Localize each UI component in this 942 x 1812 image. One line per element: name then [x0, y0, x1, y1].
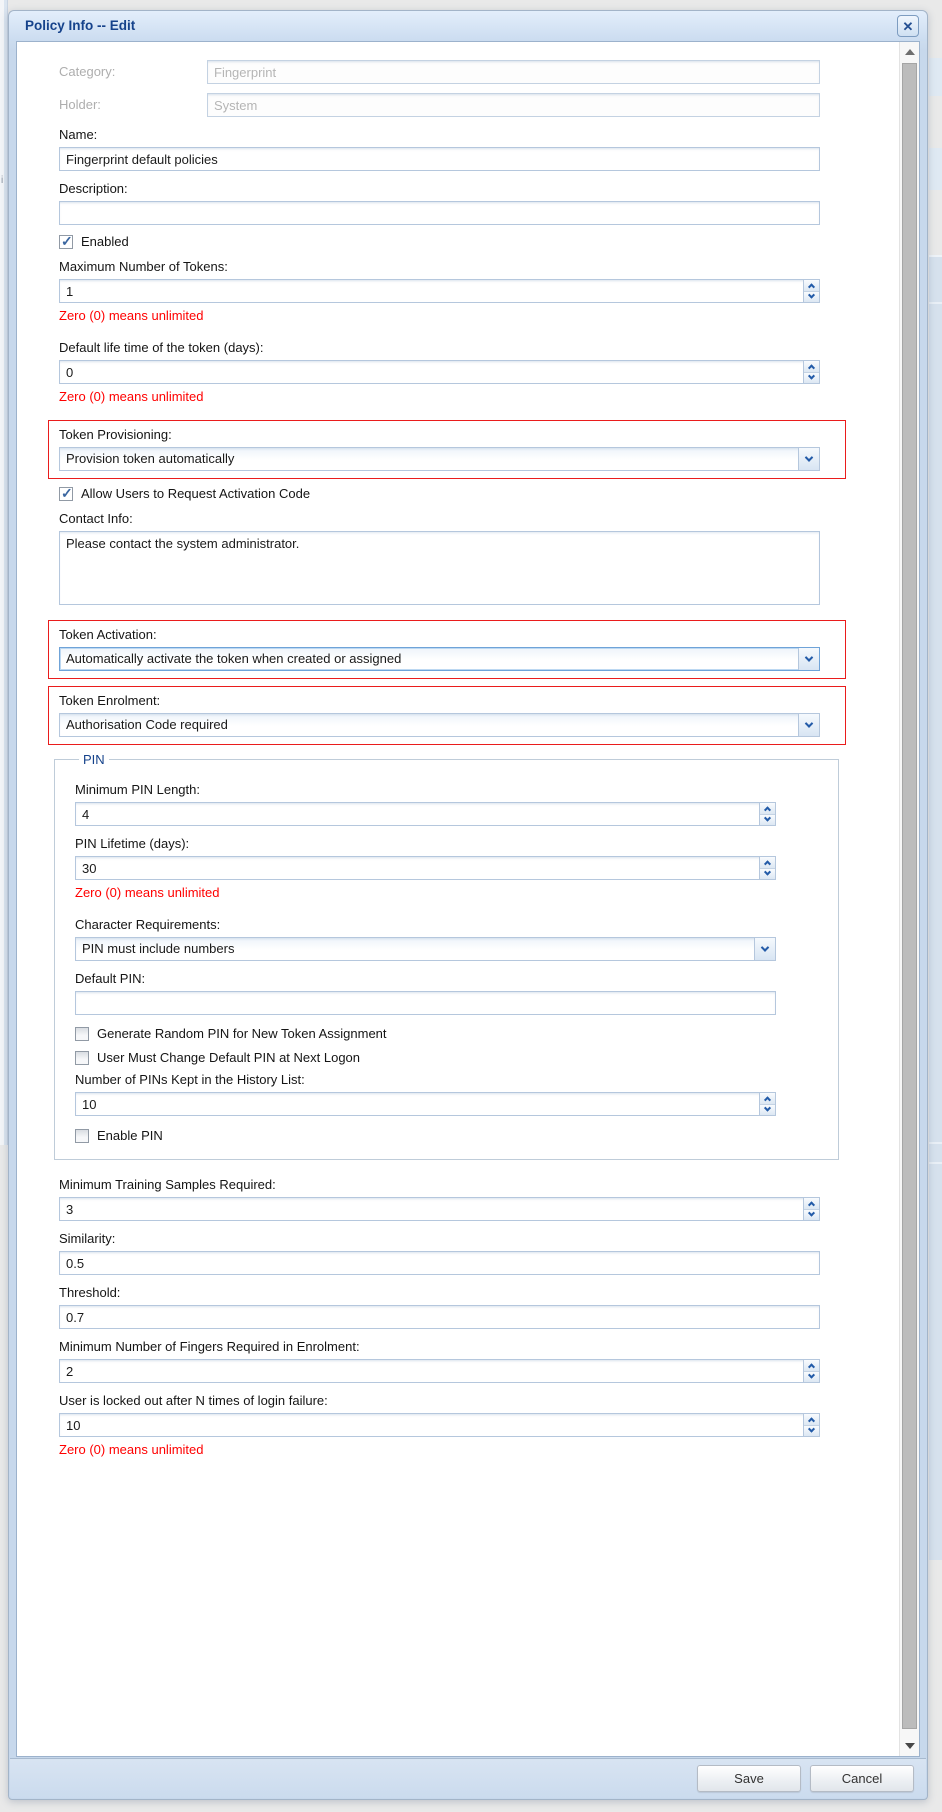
- checkmark-icon: ✓: [61, 232, 73, 249]
- default-pin-label: Default PIN:: [75, 971, 146, 986]
- spin-down-button[interactable]: [804, 1210, 819, 1221]
- cancel-button[interactable]: Cancel: [810, 1765, 914, 1792]
- field-holder: [59, 93, 820, 117]
- field-name: [59, 126, 820, 171]
- dialog-footer: [10, 1758, 926, 1798]
- dialog-body: [16, 41, 920, 1757]
- holder-input: [207, 93, 820, 117]
- must-change-pin-checkbox[interactable]: [75, 1051, 89, 1065]
- token-enrolment-value: Authorisation Code required: [66, 717, 228, 732]
- similarity-input[interactable]: [59, 1251, 820, 1275]
- form-content: [17, 42, 899, 1756]
- field-token-lifetime: [59, 339, 820, 404]
- spin-down-button[interactable]: [760, 1105, 775, 1116]
- spin-down-button[interactable]: [804, 373, 819, 384]
- character-requirements-label: Character Requirements:: [75, 917, 221, 932]
- field-generate-random-pin: [75, 1026, 776, 1041]
- field-allow-activation-request: [59, 486, 820, 501]
- lockout-hint: Zero (0) means unlimited: [59, 1442, 204, 1457]
- vertical-scrollbar[interactable]: [899, 42, 919, 1756]
- field-min-pin-length: [75, 781, 776, 826]
- must-change-pin-label: User Must Change Default PIN at Next Logon: [97, 1050, 361, 1065]
- background-separator: [929, 302, 942, 304]
- max-tokens-hint: Zero (0) means unlimited: [59, 308, 204, 323]
- chevron-down-icon: [808, 1426, 815, 1433]
- min-pin-length-input[interactable]: [75, 802, 776, 826]
- chevron-up-icon: [808, 1417, 815, 1424]
- token-provisioning-label: Token Provisioning:: [59, 427, 172, 442]
- checkmark-icon: ✓: [61, 484, 73, 501]
- field-min-training-samples: [59, 1176, 820, 1221]
- chevron-down-icon: [764, 1105, 771, 1112]
- chevron-down-icon: [761, 943, 769, 951]
- spin-up-button[interactable]: [804, 1414, 819, 1426]
- field-similarity: [59, 1230, 820, 1275]
- chevron-up-icon: [764, 806, 771, 813]
- generate-random-pin-checkbox[interactable]: [75, 1027, 89, 1041]
- enabled-checkbox[interactable]: [59, 232, 73, 249]
- min-pin-length-label: Minimum PIN Length:: [75, 782, 200, 797]
- background-band: [929, 58, 942, 96]
- background-band: [929, 255, 942, 1560]
- name-input[interactable]: [59, 147, 820, 171]
- occluded-window-edge: [0, 0, 8, 1145]
- background-separator: [929, 1162, 942, 1164]
- spin-up-button[interactable]: [804, 280, 819, 292]
- chevron-down-icon: [808, 1372, 815, 1379]
- token-lifetime-input[interactable]: [59, 360, 820, 384]
- chevron-up-icon: [764, 1096, 771, 1103]
- pin-history-spinner: [759, 1093, 775, 1115]
- contact-info-textarea[interactable]: [59, 531, 820, 605]
- character-requirements-value: PIN must include numbers: [82, 941, 235, 956]
- dropdown-trigger[interactable]: [798, 648, 819, 670]
- token-activation-dropdown[interactable]: [59, 647, 820, 671]
- background-band: [929, 148, 942, 190]
- max-tokens-spinner: [803, 280, 819, 302]
- spin-up-button[interactable]: [804, 361, 819, 373]
- chevron-up-icon: [808, 283, 815, 290]
- chevron-up-icon: [808, 1363, 815, 1370]
- field-threshold: [59, 1284, 820, 1329]
- token-enrolment-highlight: [48, 686, 846, 745]
- chevron-down-icon: [808, 292, 815, 299]
- min-pin-length-spinner: [759, 803, 775, 825]
- pin-lifetime-input[interactable]: [75, 856, 776, 880]
- field-max-tokens: [59, 258, 820, 323]
- pin-lifetime-hint: Zero (0) means unlimited: [75, 885, 220, 900]
- dropdown-trigger[interactable]: [798, 714, 819, 736]
- lockout-spinner: [803, 1414, 819, 1436]
- pin-fieldset: [54, 752, 839, 1160]
- token-provisioning-value: Provision token automatically: [66, 451, 235, 466]
- scroll-up-button[interactable]: [900, 44, 919, 60]
- min-fingers-input[interactable]: [59, 1359, 820, 1383]
- pin-history-input[interactable]: [75, 1092, 776, 1116]
- background-separator: [929, 1142, 942, 1144]
- spin-up-button[interactable]: [760, 1093, 775, 1105]
- spin-down-button[interactable]: [760, 815, 775, 826]
- token-lifetime-spinner: [803, 361, 819, 383]
- close-button[interactable]: [897, 15, 919, 37]
- spin-down-button[interactable]: [804, 292, 819, 303]
- default-pin-input[interactable]: [75, 991, 776, 1015]
- character-requirements-dropdown[interactable]: [75, 937, 776, 961]
- dropdown-trigger[interactable]: [754, 938, 775, 960]
- max-tokens-input[interactable]: [59, 279, 820, 303]
- lockout-label: User is locked out after N times of login failure:: [59, 1393, 328, 1408]
- field-must-change-pin: [75, 1050, 776, 1065]
- scroll-up-icon: [905, 49, 915, 55]
- window-titlebar[interactable]: [9, 11, 927, 41]
- threshold-label: Threshold:: [59, 1285, 121, 1300]
- min-fingers-label: Minimum Number of Fingers Required in Enrolment:: [59, 1339, 360, 1354]
- chevron-up-icon: [808, 364, 815, 371]
- token-provisioning-highlight: [48, 420, 846, 479]
- spin-up-button[interactable]: [804, 1198, 819, 1210]
- chevron-up-icon: [808, 1201, 815, 1208]
- holder-label: Holder:: [59, 97, 101, 112]
- field-lockout: [59, 1392, 820, 1457]
- chevron-down-icon: [764, 815, 771, 822]
- chevron-down-icon: [808, 373, 815, 380]
- field-contact-info: [59, 510, 820, 610]
- dropdown-trigger[interactable]: [798, 448, 819, 470]
- token-activation-label: Token Activation:: [59, 627, 157, 642]
- description-input[interactable]: [59, 201, 820, 225]
- scroll-down-icon: [905, 1743, 915, 1749]
- token-activation-highlight: [48, 620, 846, 679]
- save-button[interactable]: Save: [697, 1765, 801, 1792]
- min-training-samples-spinner: [803, 1198, 819, 1220]
- spin-up-button[interactable]: [804, 1360, 819, 1372]
- chevron-down-icon: [805, 719, 813, 727]
- allow-activation-label: Allow Users to Request Activation Code: [81, 486, 311, 501]
- spin-down-button[interactable]: [760, 869, 775, 880]
- scrollbar-thumb[interactable]: [902, 63, 917, 1729]
- generate-random-pin-label: Generate Random PIN for New Token Assignment: [97, 1026, 387, 1041]
- enable-pin-checkbox[interactable]: [75, 1129, 89, 1143]
- category-input: [207, 60, 820, 84]
- token-provisioning-dropdown[interactable]: [59, 447, 820, 471]
- chevron-down-icon: [808, 1210, 815, 1217]
- field-default-pin: [75, 970, 776, 1015]
- token-activation-value: Automatically activate the token when created or assigned: [66, 651, 402, 666]
- description-label: Description:: [59, 181, 128, 196]
- field-pin-history: [75, 1071, 776, 1116]
- token-enrolment-dropdown[interactable]: [59, 713, 820, 737]
- occluded-text-fragment: i: [1, 175, 4, 186]
- lockout-input[interactable]: [59, 1413, 820, 1437]
- chevron-down-icon: [805, 453, 813, 461]
- min-training-samples-label: Minimum Training Samples Required:: [59, 1177, 276, 1192]
- name-label: Name:: [59, 127, 98, 142]
- field-min-fingers: [59, 1338, 820, 1383]
- token-lifetime-hint: Zero (0) means unlimited: [59, 389, 204, 404]
- scroll-down-button[interactable]: [900, 1738, 919, 1754]
- chevron-down-icon: [764, 869, 771, 876]
- spin-up-button[interactable]: [760, 857, 775, 869]
- field-description: [59, 180, 820, 225]
- pin-lifetime-label: PIN Lifetime (days):: [75, 836, 190, 851]
- allow-activation-checkbox[interactable]: [59, 484, 73, 501]
- field-category: [59, 60, 820, 84]
- field-enable-pin: [75, 1128, 776, 1143]
- max-tokens-label: Maximum Number of Tokens:: [59, 259, 228, 274]
- enable-pin-label: Enable PIN: [97, 1128, 163, 1143]
- field-enabled: [59, 234, 820, 249]
- chevron-up-icon: [764, 860, 771, 867]
- spin-up-button[interactable]: [760, 803, 775, 815]
- spin-down-button[interactable]: [804, 1372, 819, 1383]
- spin-down-button[interactable]: [804, 1426, 819, 1437]
- chevron-down-icon: [805, 653, 813, 661]
- min-fingers-spinner: [803, 1360, 819, 1382]
- similarity-label: Similarity:: [59, 1231, 116, 1246]
- window-title: Policy Info -- Edit: [25, 18, 136, 33]
- close-icon: ✕: [902, 18, 914, 34]
- field-character-requirements: [75, 916, 776, 961]
- field-pin-lifetime: [75, 835, 776, 900]
- min-training-samples-input[interactable]: [59, 1197, 820, 1221]
- pin-history-label: Number of PINs Kept in the History List:: [75, 1072, 305, 1087]
- enabled-label: Enabled: [81, 234, 129, 249]
- token-enrolment-label: Token Enrolment:: [59, 693, 161, 708]
- pin-legend: PIN: [83, 752, 105, 767]
- pin-lifetime-spinner: [759, 857, 775, 879]
- token-lifetime-label: Default life time of the token (days):: [59, 340, 264, 355]
- category-label: Category:: [59, 64, 116, 79]
- policy-info-edit-window: [8, 10, 928, 1800]
- contact-info-label: Contact Info:: [59, 511, 133, 526]
- threshold-input[interactable]: [59, 1305, 820, 1329]
